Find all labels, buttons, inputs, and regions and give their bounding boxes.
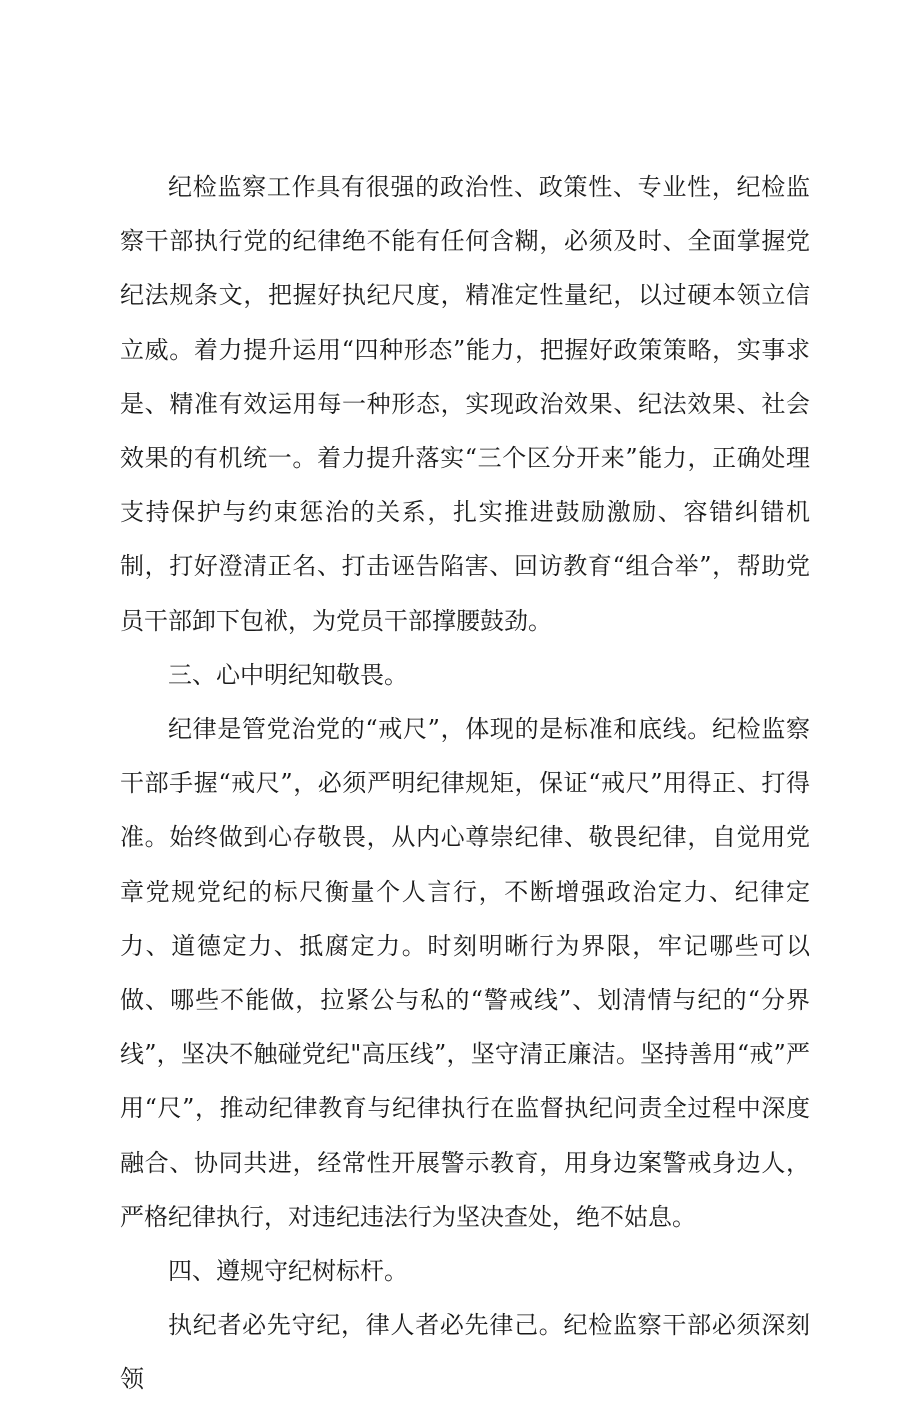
document-body xyxy=(120,160,810,1407)
section-heading-3: 三、心中明纪知敬畏。 xyxy=(168,660,408,689)
paragraph-body-1: 纪检监察工作具有很强的政治性、政策性、专业性，纪检监察干部执行党的纪律绝不能有任何含糊，必须及时、全面掌握党纪法规条文，把握好执纪尺度，精准定性量纪，以过硬本领立信立威。着力提升运用“四种形态”能力，把握好政策策略，实事求是、精准有效运用每一种形态，实现政治效果、纪法效果、社会效果的有机统一。着力提升落实“三个区分开来”能力，正确处理支持保护与约束惩治的关系，扎实推进鼓励激励、容错纠错机制，打好澄清正名、打击诬告陷害、回访教育“组合举”，帮助党员干部卸下包袱，为党员干部撑腰鼓劲。 xyxy=(120,173,810,635)
section-heading-4: 四、遵规守纪树标杆。 xyxy=(168,1257,408,1286)
paragraph-body-2: 纪律是管党治党的“戒尺”，体现的是标准和底线。纪检监察干部手握“戒尺”，必须严明纪律规矩，保证“戒尺”用得正、打得准。始终做到心存敬畏，从内心尊崇纪律、敬畏纪律，自觉用党章党规党纪的标尺衡量个人言行，不断增强政治定力、纪律定力、道德定力、抵腐定力。时刻明晰行为界限，牢记哪些可以做、哪些不能做，拉紧公与私的“警戒线”、划清情与纪的“分界线”，坚决不触碰党纪"高压线”，坚守清正廉洁。坚持善用“戒”严用“尺”，推动纪律教育与纪律执行在监督执纪问责全过程中深度融合、协同共进，经常性开展警示教育，用身边案警戒身边人，严格纪律执行，对违纪违法行为坚决查处，绝不姑息。 xyxy=(120,715,810,1231)
paragraph-body-3: 执纪者必先守纪，律人者必先律己。纪检监察干部必须深刻领 xyxy=(120,1311,810,1394)
